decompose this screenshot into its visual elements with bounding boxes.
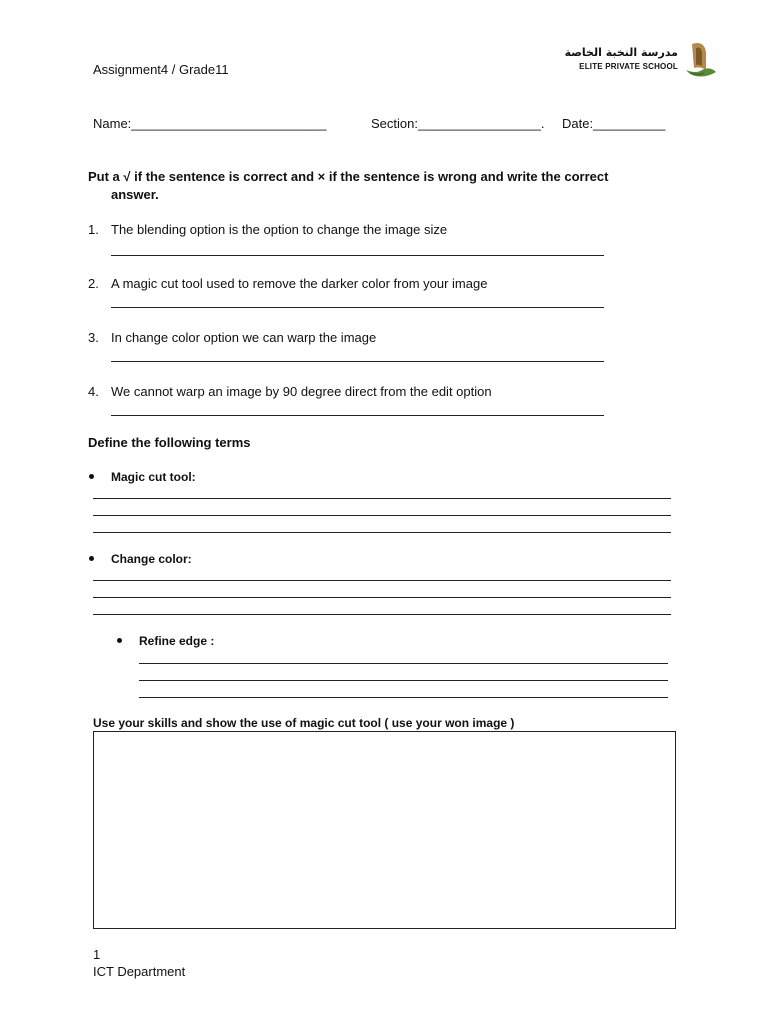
answer-line[interactable] — [111, 415, 604, 416]
answer-line[interactable] — [111, 361, 604, 362]
bullet-icon — [89, 556, 94, 561]
question-text: A magic cut tool used to remove the darker color from your image — [111, 276, 488, 291]
school-emblem-icon — [682, 40, 718, 80]
answer-line[interactable] — [93, 580, 671, 581]
answer-line[interactable] — [139, 680, 668, 681]
answer-line[interactable] — [139, 663, 668, 664]
answer-line[interactable] — [111, 255, 604, 256]
date-field[interactable]: Date:__________ — [562, 116, 666, 131]
question-number: 2. — [88, 276, 99, 291]
bullet-icon — [89, 474, 94, 479]
section-field[interactable]: Section:_________________. — [371, 116, 545, 131]
answer-line[interactable] — [93, 614, 671, 615]
name-field[interactable]: Name:___________________________ — [93, 116, 327, 131]
answer-line[interactable] — [93, 515, 671, 516]
school-logo — [566, 40, 718, 80]
bullet-icon — [117, 638, 122, 643]
answer-line[interactable] — [93, 532, 671, 533]
school-name-arabic: مدرسة النخبة الخاصة — [564, 46, 678, 59]
term-label: Change color: — [111, 552, 192, 566]
skills-heading: Use your skills and show the use of magic cut tool ( use your won image ) — [93, 716, 515, 730]
answer-line[interactable] — [93, 597, 671, 598]
term-label: Magic cut tool: — [111, 470, 196, 484]
define-heading: Define the following terms — [88, 435, 251, 450]
answer-line[interactable] — [93, 498, 671, 499]
answer-line[interactable] — [111, 307, 604, 308]
instructions-line2: answer. — [111, 187, 159, 202]
page-number: 1 — [93, 947, 101, 962]
question-number: 3. — [88, 330, 99, 345]
image-answer-box[interactable] — [93, 731, 676, 929]
instructions-line1: Put a √ if the sentence is correct and × if the sentence is wrong and write the correct — [88, 169, 609, 184]
answer-line[interactable] — [139, 697, 668, 698]
term-label: Refine edge : — [139, 634, 215, 648]
question-text: We cannot warp an image by 90 degree direct from the edit option — [111, 384, 492, 399]
department-label: ICT Department — [93, 964, 186, 979]
assignment-title: Assignment4 / Grade11 — [93, 62, 229, 77]
question-number: 1. — [88, 222, 99, 237]
question-text: In change color option we can warp the image — [111, 330, 377, 345]
school-name-english: ELITE PRIVATE SCHOOL — [579, 62, 678, 71]
question-number: 4. — [88, 384, 99, 399]
question-text: The blending option is the option to change the image size — [111, 222, 448, 237]
